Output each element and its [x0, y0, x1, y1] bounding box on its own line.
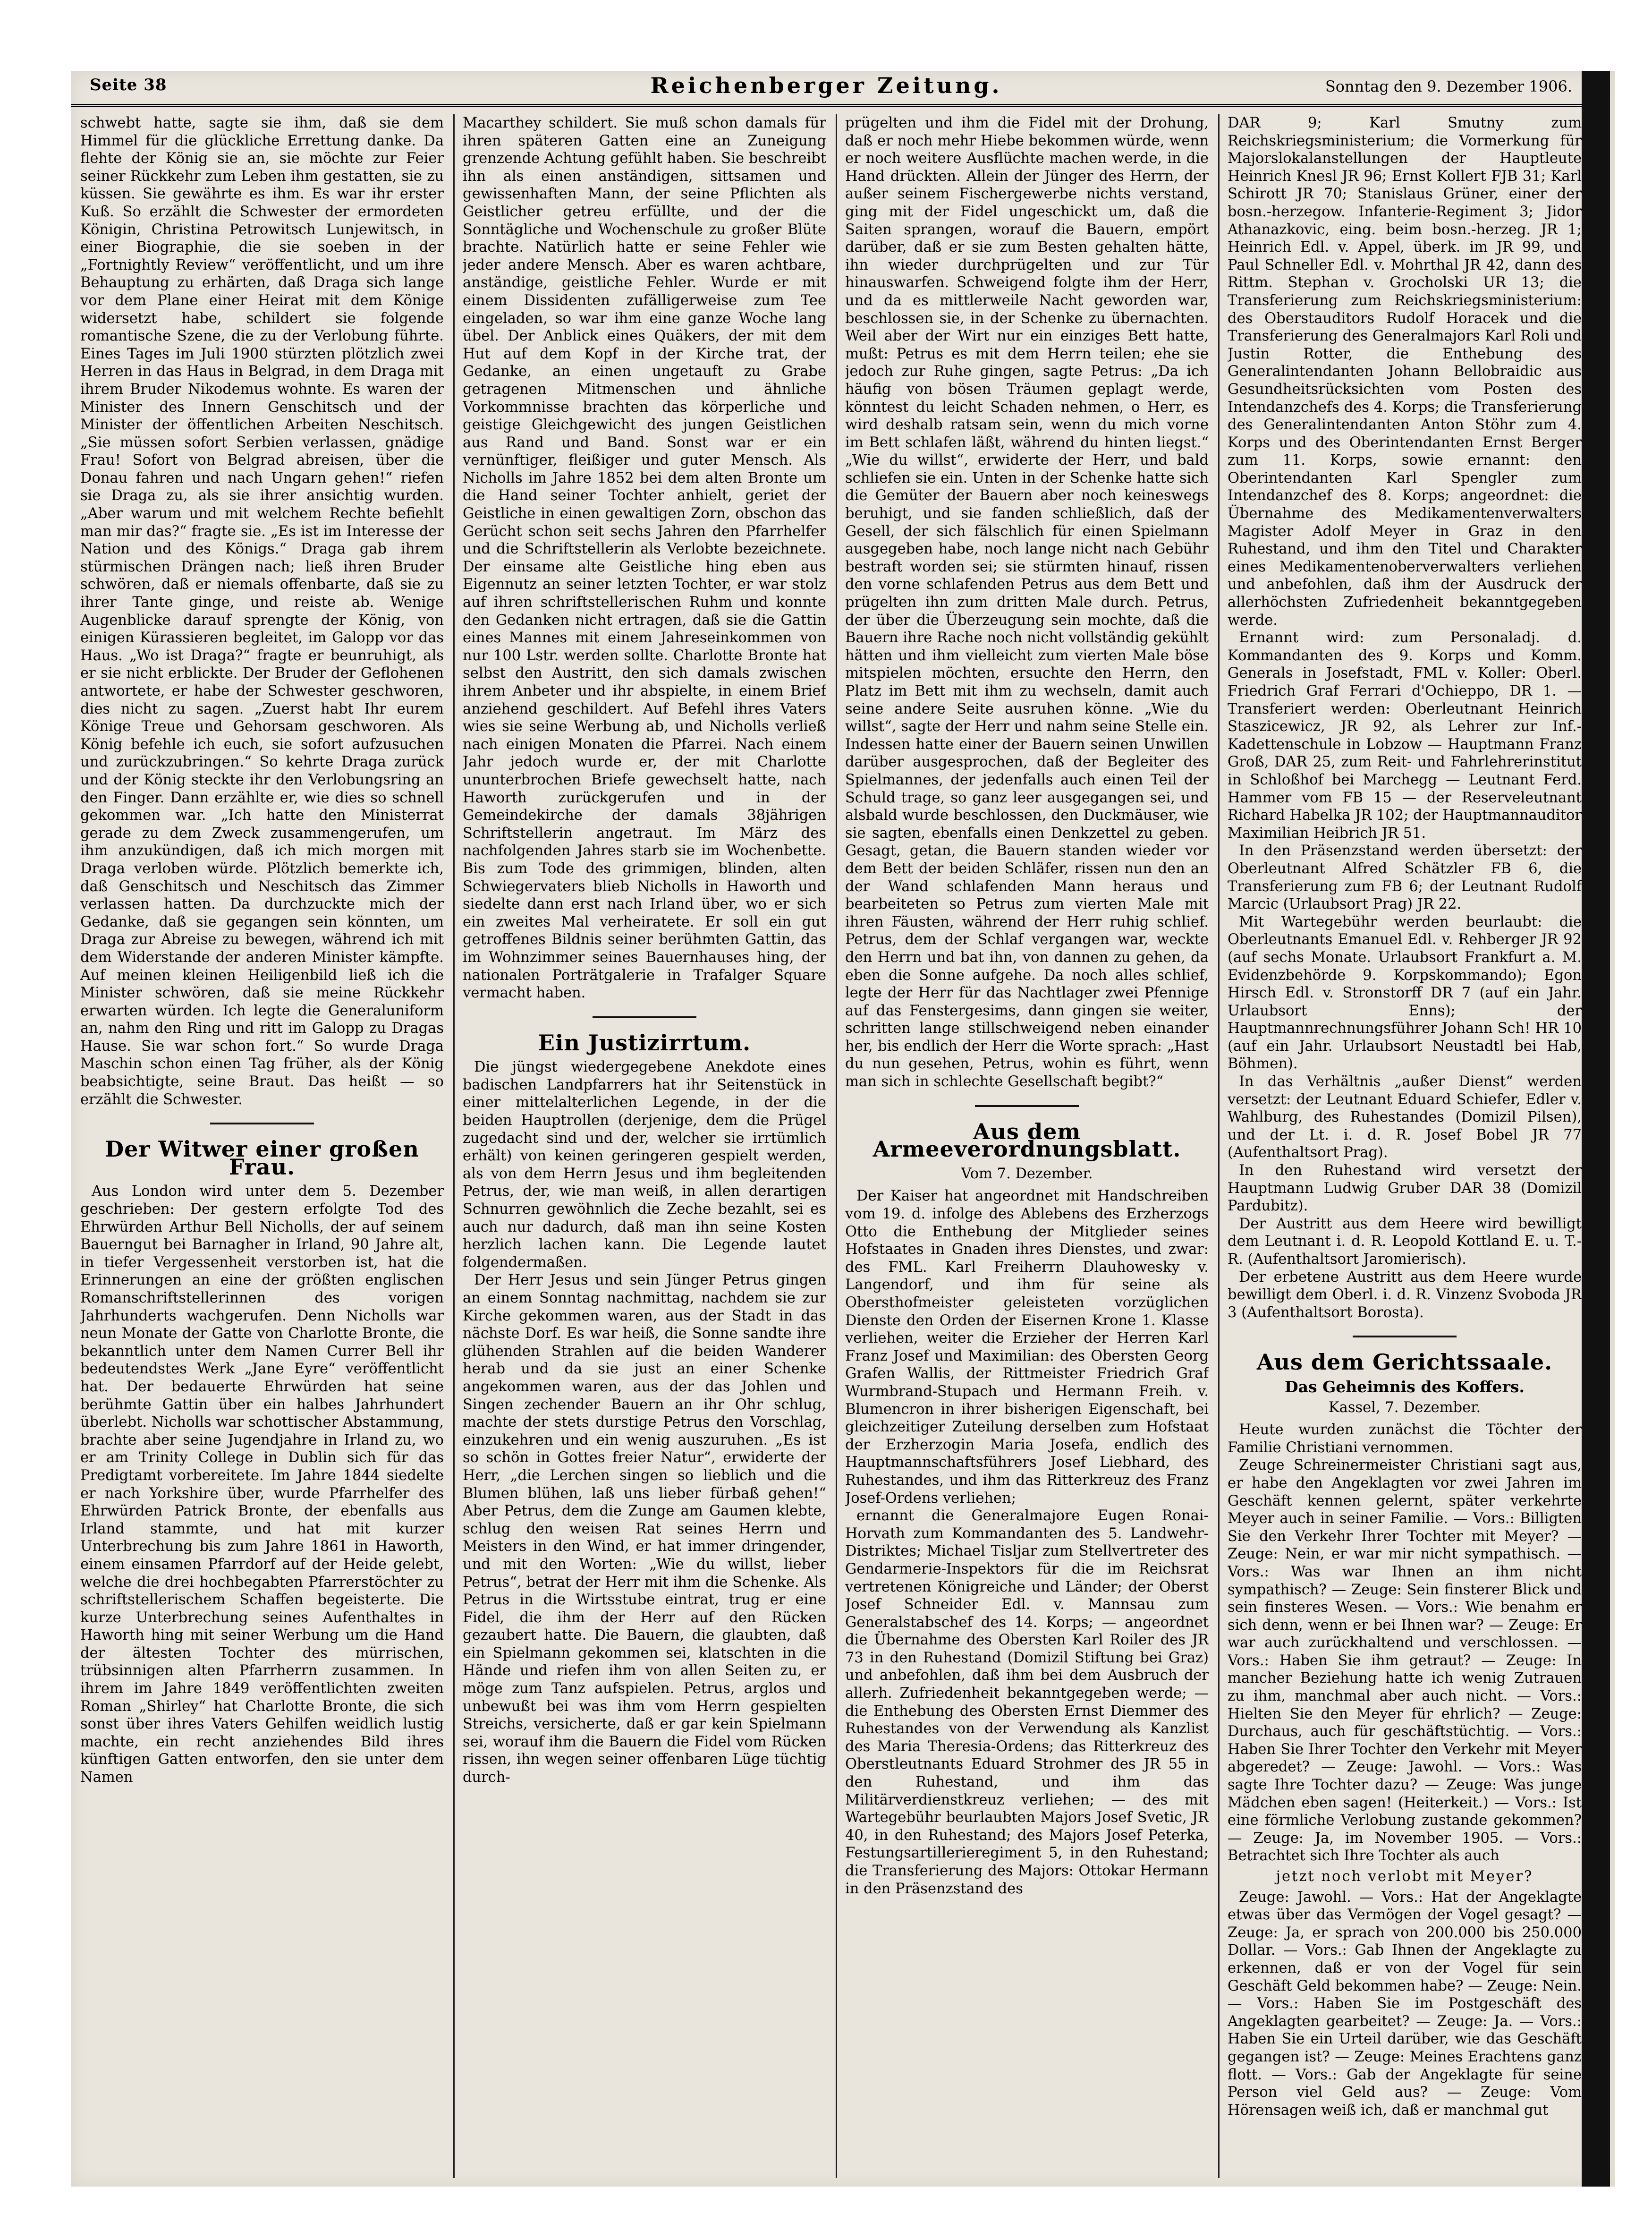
page-number: Seite 38: [90, 76, 167, 94]
column-1: [80, 114, 444, 2178]
divider: [210, 1123, 314, 1124]
article-title: Aus dem Armeeverordnungsblatt.: [873, 1118, 1181, 1162]
article-text: prügelten und ihm die Fidel mit der Drohung, daß er noch mehr Hiebe bekommen würde, wenn er noch weitere Ausflüchte machen werde, in die Hand drückten. Allein der Jünger des Herrn, der außer seinem Fischergewerbe nichts verstand, ging mit der Fidel ungeschickt um, daß die Saiten sprangen, worauf die Bauern, empört darüber, daß er sie zum Besten gehalten hätte, ihn wieder durchprügelten und zur Tür hinauswarfen. Schweigend folgte ihm der Herr, und da es mittlerweile Nacht geworden war, beschlossen sie, in der Schenke zu übernachten. Weil aber der Wirt nur ein einziges Bett hatte, mußt: Petrus es mit dem Herrn teilen; ehe sie jedoch zur Ruhe gingen, sagte Petrus: „Da ich häufig von bösen Träumen geplagt werde, könntest du leicht Schaden nehmen, o Herr, es wird deshalb ratsam sein, wenn du mich vorne im Bett schlafen läßt, während du hinten liegst.“ „Wie du willst“, erwiderte der Herr, und bald schliefen sie ein. Unten in der Schenke hatte sich die Gemüter der Bauern aber noch keineswegs beruhigt, und sie fanden schließlich, daß der Gesell, der sich fälschlich für einen Spielmann ausgegeben habe, noch lange nicht nach Gebühr bestraft worden sei; sie stürmten hinauf, rissen den vorne schlafenden Petrus aus dem Bett und prügelten ihn zum dritten Male durch. Petrus, der über die Überzeugung sein mochte, daß die Bauern ihre Rache noch nicht vollständig gekühlt hätten und ihm vielleicht zum vierten Male böse mitspielen möchten, ersuchte den Herrn, den Platz im Bett mit ihm zu wechseln, damit auch seine andere Seite ausruhen könne. „Wie du willst“, sagte der Herr und nahm seine Stelle ein. Indessen hatte einer der Bauern seinen Unwillen darüber ausgesprochen, daß der Begleiter des Spielmannes, der jedenfalls auch einen Teil der Schuld trage, so ganz leer ausgegangen sei, und alsbald wurde beschlossen, den Duckmäuser, wie sie sagten, ebenfalls einen Denkzettel zu geben. Gesagt, getan, die Bauern standen wieder vor dem Bett der beiden Schläfer, rissen nun den an der Wand schlafenden Mann heraus und bearbeiteten so Petrus zum vierten Male mit ihren Fäusten, während der Herr ruhig schlief. Petrus, dem der Schlaf vergangen war, weckte den Herrn und bat ihn, von dannen zu gehen, da eben die Sonne aufgehe. Da noch alles schlief, legte der Herr für das Nachtlager zwei Pfennige auf das Fenstergesims, dann gingen sie weiter, schritten lange stillschweigend neben einander her, bis endlich der Herr die Worte sprach: „Hast du nun gesehen, Petrus, wohin es führt, wenn man sich in schlechte Gesellschaft begibt?“: [845, 115, 1209, 1090]
divider: [975, 1105, 1079, 1107]
column-rule: [836, 114, 837, 2178]
article-text: Zeuge Schreinermeister Christiani sagt aus, er habe den Angeklagten vor zwei Jahren im Geschäft kennen gelernt, später verkehrte Meyer auch in seiner Familie. — Vors.: Billigten Sie den Verkehr Ihrer Tochter mit Meyer? — Zeuge: Nein, er war mir nicht sympathisch. — Vors.: Was war Ihnen an ihm nicht sympathisch? — Zeuge: Sein finsterer Blick und sein finsteres Wesen. — Vors.: Wie benahm er sich denn, wenn er bei Ihnen war? — Zeuge: Er war auch zurückhaltend und verschlossen. — Vors.: Haben Sie ihm getraut? — Zeuge: In mancher Beziehung hatte ich wenig Zutrauen zu ihm, manchmal aber auch nicht. — Vors.: Hielten Sie den Meyer für ehrlich? — Zeuge: Durchaus, auch für geschäftstüchtig. — Vors.: Haben Sie Ihrer Tochter den Verkehr mit Meyer abgeredet? — Zeuge: Jawohl. — Vors.: Was sagte Ihre Tochter dazu? — Zeuge: Was junge Mädchen eben sagen! (Heiterkeit.) — Vors.: Ist eine förmliche Verlobung zustande gekommen? — Zeuge: Ja, im November 1905. — Vors.: Betrachtet sich Ihre Tochter als auch: [1228, 1457, 1582, 1864]
article-text: Der Herr Jesus und sein Jünger Petrus gingen an einem Sonntag nachmittag, nachdem sie zur Kirche gekommen waren, aus der Stadt in das nächste Dorf. Es war heiß, die Sonne sandte ihre glühenden Strahlen auf die beiden Wanderer herab und da sie just an einer Schenke angekommen waren, aus der das Johlen und Singen zechender Bauern an ihr Ohr schlug, machte der stets durstige Petrus den Vorschlag, einzukehren und ein wenig auszuruhen. „Es ist so schön in Gottes freier Natur“, erwiderte der Herr, „die Lerchen singen so lieblich und die Blumen blühen, laß uns lieber fürbaß gehen!“ Aber Petrus, dem die Zunge am Gaumen klebte, schlug den weisen Rat seines Herrn und Meisters in den Wind, er hat immer dringender, und mit den Worten: „Wie du willst, lieber Petrus“, betrat der Herr mit ihm die Schenke. Als Petrus in die Wirtsstube eintrat, trug er eine Fidel, die ihm der Herr auf den Rücken gezaubert hatte. Die Bauern, die glaubten, daß ein Spielmann gekommen sei, klatschten in die Hände und riefen ihm von allen Seiten zu, er möge zum Tanz aufspielen. Petrus, arglos und unbewußt bei was ihm vom Herrn gespielten Streichs, versicherte, daß er gar kein Spielmann sei, worauf ihm die Bauern die Fidel vom Rücken rissen, ihn wegen seiner offenbaren Lüge tüchtig durch-: [463, 1272, 826, 1786]
article-text: In den Ruhestand wird versetzt der Hauptmann Ludwig Gruber DAR 38 (Domizil Pardubitz).: [1228, 1162, 1582, 1215]
article-text: Ernannt wird: zum Personaladj. d. Kommandanten des 9. Korps und Komm. Generals in Josefstadt, FML v. Koller: Oberl. Friedrich Graf Ferrari d'Ochieppo, DR 1. — Transferiert werden: Oberleutnant Heinrich Staszicewicz, JR 92, als Lehrer zur Inf.-Kadettenschule in Lobzow — Hauptmann Franz Groß, DAR 25, zum Reit- und Fahrlehrerinstitut in Schloßhof bei Marchegg — Leutnant Ferd. Hammer vom FB 15 — der Reserveleutnant Richard Habelka JR 102; der Hauptmannauditor Maximilian Heibrich JR 51.: [1228, 630, 1582, 842]
column-rule: [1218, 114, 1220, 2178]
dateline: Kassel, 7. Dezember.: [1328, 1399, 1481, 1416]
article-text: Zeuge: Jawohl. — Vors.: Hat der Angeklagte etwas über das Vermögen der Vogel gesagt? — Zeuge: Ja, er sprach von 200.000 bis 250.000 Dollar. — Vors.: Gab Ihnen der Angeklagte zu erkennen, daß er von der Vogel für sein Geschäft Geld bekommen habe? — Zeuge: Nein. — Vors.: Haben Sie im Postgeschäft des Angeklagten gearbeitet? — Zeuge: Ja. — Vors.: Haben Sie ein Urteil darüber, wie das Geschäft gegangen ist? — Zeuge: Meines Erachtens ganz flott. — Vors.: Gab der Angeklagte für seine Person viel Geld aus? — Zeuge: Vom Hörensagen weiß ich, daß er manchmal gut: [1228, 1889, 1582, 2119]
masthead-title: Reichenberger Zeitung.: [650, 73, 1002, 98]
article-text: Aus London wird unter dem 5. Dezember geschrieben: Der gestern erfolgte Tod des Ehrwürden Arthur Bell Nicholls, der auf seinem Bauerngut bei Barnagher in Irland, 90 Jahre alt, in tiefer Vergessenheit verstorben ist, hat die Erinnerungen an eine der größten englischen Romanschriftstellerinnen des vorigen Jahrhunderts wachgerufen. Denn Nicholls war neun Monate der Gatte von Charlotte Bronte, die bekanntlich unter dem Namen Currer Bell ihr bedeutendstes Werk „Jane Eyre“ veröffentlicht hat. Der bedauerte Ehrwürden hat seine berühmte Gattin über ein halbes Jahrhundert überlebt. Nicholls war schottischer Abstammung, brachte aber seine Jugendjahre in Irland zu, wo er am Trinity College in Dublin sich für das Predigtamt vorbereitete. Im Jahre 1844 siedelte er nach Yorkshire über, wurde Pfarrhelfer des Ehrwürden Patrick Bronte, der ebenfalls aus Irland stammte, und hat mit kurzer Unterbrechung bis zum Jahre 1861 in Haworth, einem einsamen Pfarrdorf auf der Heide gelebt, welche die drei hochbegabten Pfarrerstöchter zu schriftstellerischem Schaffen begeisterte. Die kurze Unterbrechung seines Aufenthaltes in Haworth hing mit seiner Werbung um die Hand der ältesten Tochter des mürrischen, trübsinnigen alten Pfarrherrn zusammen. In ihrem im Jahre 1849 veröffentlichten zweiten Roman „Shirley“ hat Charlotte Bronte, die sich sonst über ihres Vaters Gehilfen weidlich lustig machte, ein recht anziehendes Bild ihres künftigen Gatten entworfen, den sie unter dem Namen: [80, 1183, 444, 1786]
page-edge-shadow: [1582, 71, 1610, 2187]
divider: [1353, 1336, 1457, 1337]
article-text: Heute wurden zunächst die Töchter der Familie Christiani vernommen.: [1228, 1422, 1582, 1456]
newspaper-page: [71, 71, 1615, 2187]
article-text: Der Austritt aus dem Heere wird bewilligt dem Leutnant i. d. R. Leopold Kottland E. u. T.-R. (Aufenthaltsort Jaromierisch).: [1228, 1215, 1582, 1268]
article-text: ernannt die Generalmajore Eugen Ronai-Horvath zum Kommandanten des 5. Landwehr-Distriktes; Michael Tisljar zum Stellvertreter des Gendarmerie-Inspektors für die im Reichsrat vertretenen Königreiche und Länder; der Oberst Josef Schneider Edl. v. Mannsau zum Generalstabschef des 14. Korps; — angeordnet die Übernahme des Obersten Karl Roiler des JR 73 in den Ruhestand (Domizil Stiftung bei Graz) und anbefohlen, daß ihm bei dem Ausbruch der allerh. Zufriedenheit bekanntgegeben werde; — die Enthebung des Obersten Ernst Diemmer des Ruhestandes von der Verwendung als Kanzlist des Maria Theresia-Ordens; das Ritterkreuz des Oberstleutnants Eduard Strohmer des JR 55 in den Ruhestand, und ihm das Militärverdienstkreuz verliehen; — des mit Wartegebühr beurlaubten Majors Josef Svetic, JR 40, in den Ruhestand; des Majors Josef Peterka, Festungsartillerieregiment 5, in den Ruhestand; die Transferierung des Majors: Ottokar Hermann in den Präsenzstand des: [845, 1507, 1209, 1897]
page-header: [71, 71, 1582, 107]
article-text: In den Präsenzstand werden übersetzt: der Oberleutnant Alfred Schätzler FB 6, die Transferierung zum FB 6; der Leutnant Rudolf Marcic (Urlaubsort Prag) JR 22.: [1228, 843, 1582, 913]
divider: [593, 1016, 696, 1018]
columns: [80, 114, 1582, 2178]
issue-date: Sonntag den 9. Dezember 1906.: [1325, 77, 1572, 95]
article-text: Der Kaiser hat angeordnet mit Handschreiben vom 19. d. infolge des Ablebens des Erzherzogs Otto die Enthebung der Mitglieder seines Hofstaates in Gnaden ihres Dienstes, und zwar: des FML. Karl Freiherrn Dlauhowesky v. Langendorf, und ihm für seine als Obersthofmeister geleisteten vorzüglichen Dienste den Orden der Eisernen Krone 1. Klasse verliehen, weiter die Erzieher der Herren Karl Franz Josef und Maximilian: des Obersten Georg Grafen Wallis, der Rittmeister Friedrich Graf Wurmbrand-Stupach und Hermann Freih. v. Blumencron in ihrer bisherigen Eigenschaft, bei gleichzeitiger Zuteilung derselben zum Hofstaat der Erzherzogin Maria Josefa, endlich des Hauptmannschaftsführers Josef Liebhard, des Ruhestandes, und ihm das Ritterkreuz des Franz Josef-Ordens verliehen;: [845, 1188, 1209, 1507]
article-text: DAR 9; Karl Smutny zum Reichskriegsministerium; die Vormerkung für Majorslokalanstellungen der Hauptleute Heinrich Knesl JR 96; Ernst Kollert FJB 31; Karl Schirott JR 70; Stanislaus Grüner, einer der bosn.-herzegow. Infanterie-Regiment 3; Jidor Athanazkovic, eing. beim bosn.-herzeg. JR 1; Heinrich Edl. v. Appel, überk. im JR 99, und Paul Schneller Edl. v. Mohrthal JR 42, dann des Rittm. Stephan v. Grocholski UR 13; die Transferierung zum Reichskriegsministerium: des Oberstauditors Rudolf Horacek und die Transferierung des Generalmajors Karl Roli und Justin Rotter, die Enthebung des Generalintendanten Johann Bellobraidic aus Gesundheitsrücksichten vom Posten des Intendanzchefs des 4. Korps; die Transferierung des Generalintendanten Anton Stöhr zum 4. Korps und des Oberintendanten Ernst Berger zum 11. Korps, sowie ernannt: den Oberintendanten Karl Spengler zum Intendanzchef des 8. Korps; angeordnet: die Übernahme des Medikamentenverwalters Magister Adolf Meyer in Graz in den Ruhestand, und ihm den Titel und Charakter eines Medikamentenoberverwalters verliehen und anbefohlen, daß ihm der Ausdruck der allerhöchsten Zufriedenheit bekanntgegeben werde.: [1228, 115, 1582, 629]
article-title: Aus dem Gerichtssaale.: [1256, 1349, 1553, 1375]
article-text: Mit Wartegebühr werden beurlaubt: die Oberleutnants Emanuel Edl. v. Rehberger JR 92 (auf sechs Monate. Urlaubsort Frankfurt a. M. Evidenzbehörde 9. Korpskommando); Egon Hirsch Edl. v. Stronstorff DR 7 (auf ein Jahr. Urlaubsort Enns); der Hauptmannrechnungsführer Johann Sch! HR 10 (auf ein Jahr. Urlaubsort Neustadtl bei Hab, Böhmen).: [1228, 913, 1582, 1073]
column-3: [845, 114, 1209, 2178]
column-4: [1228, 114, 1582, 2178]
article-text: In das Verhältnis „außer Dienst“ werden versetzt: der Leutnant Eduard Schiefer, Edler v. Wahlburg, des Ruhestandes (Domizil Pilsen), und der Lt. i. d. R. Josef Bobel JR 77 (Aufenthaltsort Prag).: [1228, 1073, 1582, 1161]
article-subtitle: Das Geheimnis des Koffers.: [1285, 1377, 1525, 1396]
article-text: Der erbetene Austritt aus dem Heere wurde bewilligt dem Oberl. i. d. R. Vinzenz Svoboda JR 3 (Aufenthaltsort Borosta).: [1228, 1268, 1582, 1321]
dateline: Vom 7. Dezember.: [961, 1165, 1093, 1182]
column-2: [463, 114, 826, 2178]
article-title: Ein Justizirrtum.: [538, 1030, 751, 1056]
article-text: Macarthey schildert. Sie muß schon damals für ihren späteren Gatten eine an Zuneigung grenzende Achtung gefühlt haben. Sie beschreibt ihn als einen anständigen, sittsamen und gewissenhaften Mann, der seine Pflichten als Geistlicher getreu erfüllte, und der die Sonntägliche und Wochenschule zu großer Blüte brachte. Natürlich hatte er seine Fehler wie jeder andere Mensch. Aber es waren achtbare, anständige, geistliche Fehler. Wurde er mit einem Dissidenten zufälligerweise zum Tee eingeladen, so war ihm eine ganze Woche lang übel. Der Anblick eines Quäkers, der mit dem Hut auf dem Kopf in der Kirche trat, der Gedanke, an einen ungetauft zu Grabe getragenen Mitmenschen und ähnliche Vorkommnisse brachten das körperliche und geistige Gleichgewicht des jungen Geistlichen aus Rand und Band. Sonst war er ein vernünftiger, fleißiger und guter Mensch. Als Nicholls im Jahre 1852 bei dem alten Bronte um die Hand seiner Tochter anhielt, geriet der Geistliche in einen gewaltigen Zorn, obschon das Gerücht schon seit sechs Jahren den Pfarrhelfer und die Schriftstellerin als Verlobte bezeichnete. Der einsame alte Geistliche hing eben aus Eigennutz an seiner letzten Tochter, er war stolz auf ihren schriftstellerischen Ruhm und konnte den Gedanken nicht ertragen, daß sie die Gattin eines Mannes mit einem Jahreseinkommen von nur 100 Lstr. werden sollte. Charlotte Bronte hat selbst den Austritt, den sich damals zwischen ihrem Anbeter und ihr abspielte, in einem Brief anziehend geschildert. Auf Befehl ihres Vaters wies sie seine Werbung ab, und Nicholls verließ nach einigen Monaten die Pfarrei. Nach einem Jahr jedoch wurde er, der mit Charlotte ununterbrochen Briefe gewechselt hatte, nach Haworth zurückgerufen und in der Gemeindekirche der damals 38jährigen Schriftstellerin angetraut. Im März des nachfolgenden Jahres starb sie im Wochenbette. Bis zum Tode des grimmigen, blinden, alten Schwiegervaters blieb Nicholls in Haworth und siedelte dann erst nach Irland über, wo er sich ein zweites Mal verheiratete. Er soll ein gut getroffenes Bildnis seiner berühmten Gattin, das im Wohnzimmer seines Bauernhauses hing, der nationalen Porträtgalerie in Trafalger Square vermacht haben.: [463, 115, 826, 1002]
article-text: Die jüngst wiedergegebene Anekdote eines badischen Landpfarrers hat ihr Seitenstück in einer mittelalterlichen Legende, in der die beiden Hauptrollen (derjenige, dem die Prügel zugedacht sind und der, welcher sie irrtümlich erhält) von keinen geringeren gespielt werden, als von dem Herrn Jesus und ihm begleitenden Petrus, der, wie man weiß, in allen derartigen Schnurren gewöhnlich die Zeche bezahlt, sei es auch nur dadurch, daß man ihn seine Kosten herzlich lachen kann. Die Legende lautet folgendermaßen.: [463, 1059, 826, 1271]
interstitial-line: jetzt noch verlobt mit Meyer?: [1276, 1868, 1533, 1885]
column-rule: [453, 114, 455, 2178]
article-text: schwebt hatte, sagte sie ihm, daß sie dem Himmel für die glückliche Errettung danke. Da flehte der König sie an, sie möchte zur Feier seiner Rückkehr zum Leben ihm gestatten, sie zu küssen. Sie gewährte es ihm. Es war ihr erster Kuß. So erzählt die Schwester der ermordeten Königin, Christina Petrowitsch Lunjewitsch, in einer Biographie, die sie soeben in der „Fortnightly Review“ veröffentlicht, und um ihre Behauptung zu erhärten, daß Draga sich lange vor dem Plane einer Heirat mit dem Könige widersetzt habe, schildert sie folgende romantische Szene, die zu der Verlobung führte. Eines Tages im Juli 1900 stürzten plötzlich zwei Herren in das Haus in Belgrad, in dem Draga mit ihrem Bruder Nikodemus wohnte. Es waren der Minister des Innern Genschitsch und der Minister der öffentlichen Arbeiten Neschitsch. „Sie müssen sofort Serbien verlassen, gnädige Frau! Sofort von Belgrad abreisen, über die Donau fahren und nach Ungarn gehen!“ riefen sie Draga zu, als sie ihrer ansichtig wurden. „Aber warum und mit welchem Rechte befiehlt man mir das?“ fragte sie. „Es ist im Interesse der Nation und des Königs.“ Draga gab ihrem stürmischen Drängen nach; ließ ihren Bruder schwören, daß er niemals offenbarte, daß sie zu ihrer Tante ginge, und reiste ab. Wenige Augenblicke darauf sprengte der König, von einigen Kürassieren begleitet, im Galopp vor das Haus. „Wo ist Draga?“ fragte er beunruhigt, als er sie nicht erblickte. Der Bruder der Geflohenen antwortete, er habe der Schwester geschworen, dies nicht zu sagen. „Zuerst habt Ihr eurem Könige Treue und Gehorsam geschworen. Als König befehle ich euch, sie sofort aufzusuchen und zurückzubringen.“ So kehrte Draga zurück und der König steckte ihr den Verlobungsring an den Finger. Dann erzählte er, wie dies so schnell gekommen war. „Ich hatte den Ministerrat gerade zu dem Zweck zusammengerufen, um ihm anzukündigen, daß ich mich morgen mit Draga verloben würde. Plötzlich bemerkte ich, daß Genschitsch und Neschitsch das Zimmer verlassen hatten. Da durchzuckte mich der Gedanke, daß sie gegangen sein könnten, um Draga zur Abreise zu bewegen, während ich mit dem Widerstande der anderen Minister kämpfte. Auf meinen kleinen Heiligenbild ließ ich die Minister schwören, daß sie meine Rückkehr erwarten würden. Ich legte die Generaluniform an, nahm den Ring und ritt im Galopp zu Dragas Hause. Sie war schon fort.“ So wurde Draga Maschin schon einen Tag früher, als der König beabsichtigte, seine Braut. Das heißt — so erzählt die Schwester.: [80, 115, 444, 1108]
article-title: Der Witwer einer großen Frau.: [105, 1136, 419, 1180]
